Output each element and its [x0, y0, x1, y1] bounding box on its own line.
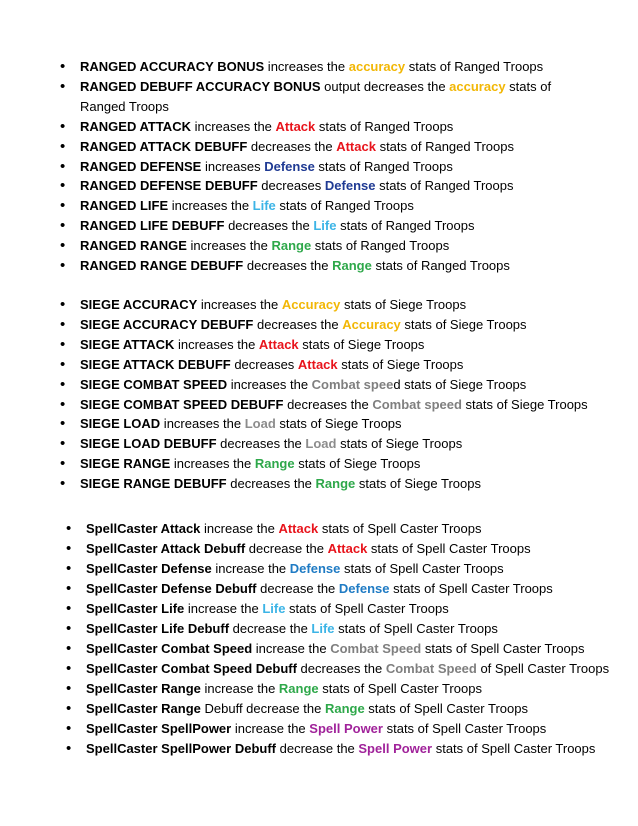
list-item: • RANGED RANGE increases the Range stats of Ranged Troops [60, 236, 595, 256]
list-item: • SpellCaster Defense increase the Defense stats of Spell Caster Troops [60, 559, 609, 579]
siege-list [60, 295, 588, 494]
list-item: • SpellCaster Attack increase the Attack stats of Spell Caster Troops [60, 519, 609, 539]
list-item: • SIEGE ATTACK DEBUFF decreases Attack stats of Siege Troops [60, 355, 588, 375]
list-item: • RANGED DEBUFF ACCURACY BONUS output decreases the accuracy stats of Ranged Troops [60, 77, 595, 117]
list-item: • SIEGE COMBAT SPEED DEBUFF decreases the Combat speed stats of Siege Troops [60, 395, 588, 415]
list-item: • SpellCaster Combat Speed Debuff decreases the Combat Speed of Spell Caster Troops [60, 659, 609, 679]
list-item: • SpellCaster SpellPower increase the Spell Power stats of Spell Caster Troops [60, 719, 609, 739]
list-item: • SpellCaster Defense Debuff decrease the Defense stats of Spell Caster Troops [60, 579, 609, 599]
list-item: • RANGED LIFE DEBUFF decreases the Life stats of Ranged Troops [60, 216, 595, 236]
list-item: • RANGED DEFENSE increases Defense stats of Ranged Troops [60, 157, 595, 177]
list-item: • SpellCaster Combat Speed increase the Combat Speed stats of Spell Caster Troops [60, 639, 609, 659]
list-item: • SIEGE RANGE DEBUFF decreases the Range stats of Siege Troops [60, 474, 588, 494]
list-item: • SpellCaster Range Debuff decrease the Range stats of Spell Caster Troops [60, 699, 609, 719]
list-item: • SpellCaster SpellPower Debuff decrease the Spell Power stats of Spell Caster Troops [60, 739, 609, 759]
list-item: • SIEGE LOAD DEBUFF decreases the Load stats of Siege Troops [60, 434, 588, 454]
list-item: • SIEGE LOAD increases the Load stats of Siege Troops [60, 414, 588, 434]
spellcaster-list [60, 519, 609, 759]
list-item: • SpellCaster Life increase the Life stats of Spell Caster Troops [60, 599, 609, 619]
list-item: • SIEGE RANGE increases the Range stats of Siege Troops [60, 454, 588, 474]
list-item: • RANGED RANGE DEBUFF decreases the Range stats of Ranged Troops [60, 256, 595, 276]
ranged-list [60, 57, 595, 276]
list-item: • SpellCaster Range increase the Range stats of Spell Caster Troops [60, 679, 609, 699]
list-item: • RANGED ATTACK DEBUFF decreases the Attack stats of Ranged Troops [60, 137, 595, 157]
list-item: • RANGED ACCURACY BONUS increases the accuracy stats of Ranged Troops [60, 57, 595, 77]
list-item: • RANGED DEFENSE DEBUFF decreases Defense stats of Ranged Troops [60, 176, 595, 196]
list-item: • SIEGE ACCURACY DEBUFF decreases the Accuracy stats of Siege Troops [60, 315, 588, 335]
list-item: • SIEGE ATTACK increases the Attack stats of Siege Troops [60, 335, 588, 355]
list-item: • SpellCaster Attack Debuff decrease the Attack stats of Spell Caster Troops [60, 539, 609, 559]
list-item: • RANGED ATTACK increases the Attack stats of Ranged Troops [60, 117, 595, 137]
list-item: • SIEGE COMBAT SPEED increases the Combat speed stats of Siege Troops [60, 375, 588, 395]
list-item: • RANGED LIFE increases the Life stats of Ranged Troops [60, 196, 595, 216]
list-item: • SpellCaster Life Debuff decrease the Life stats of Spell Caster Troops [60, 619, 609, 639]
list-item: • SIEGE ACCURACY increases the Accuracy stats of Siege Troops [60, 295, 588, 315]
